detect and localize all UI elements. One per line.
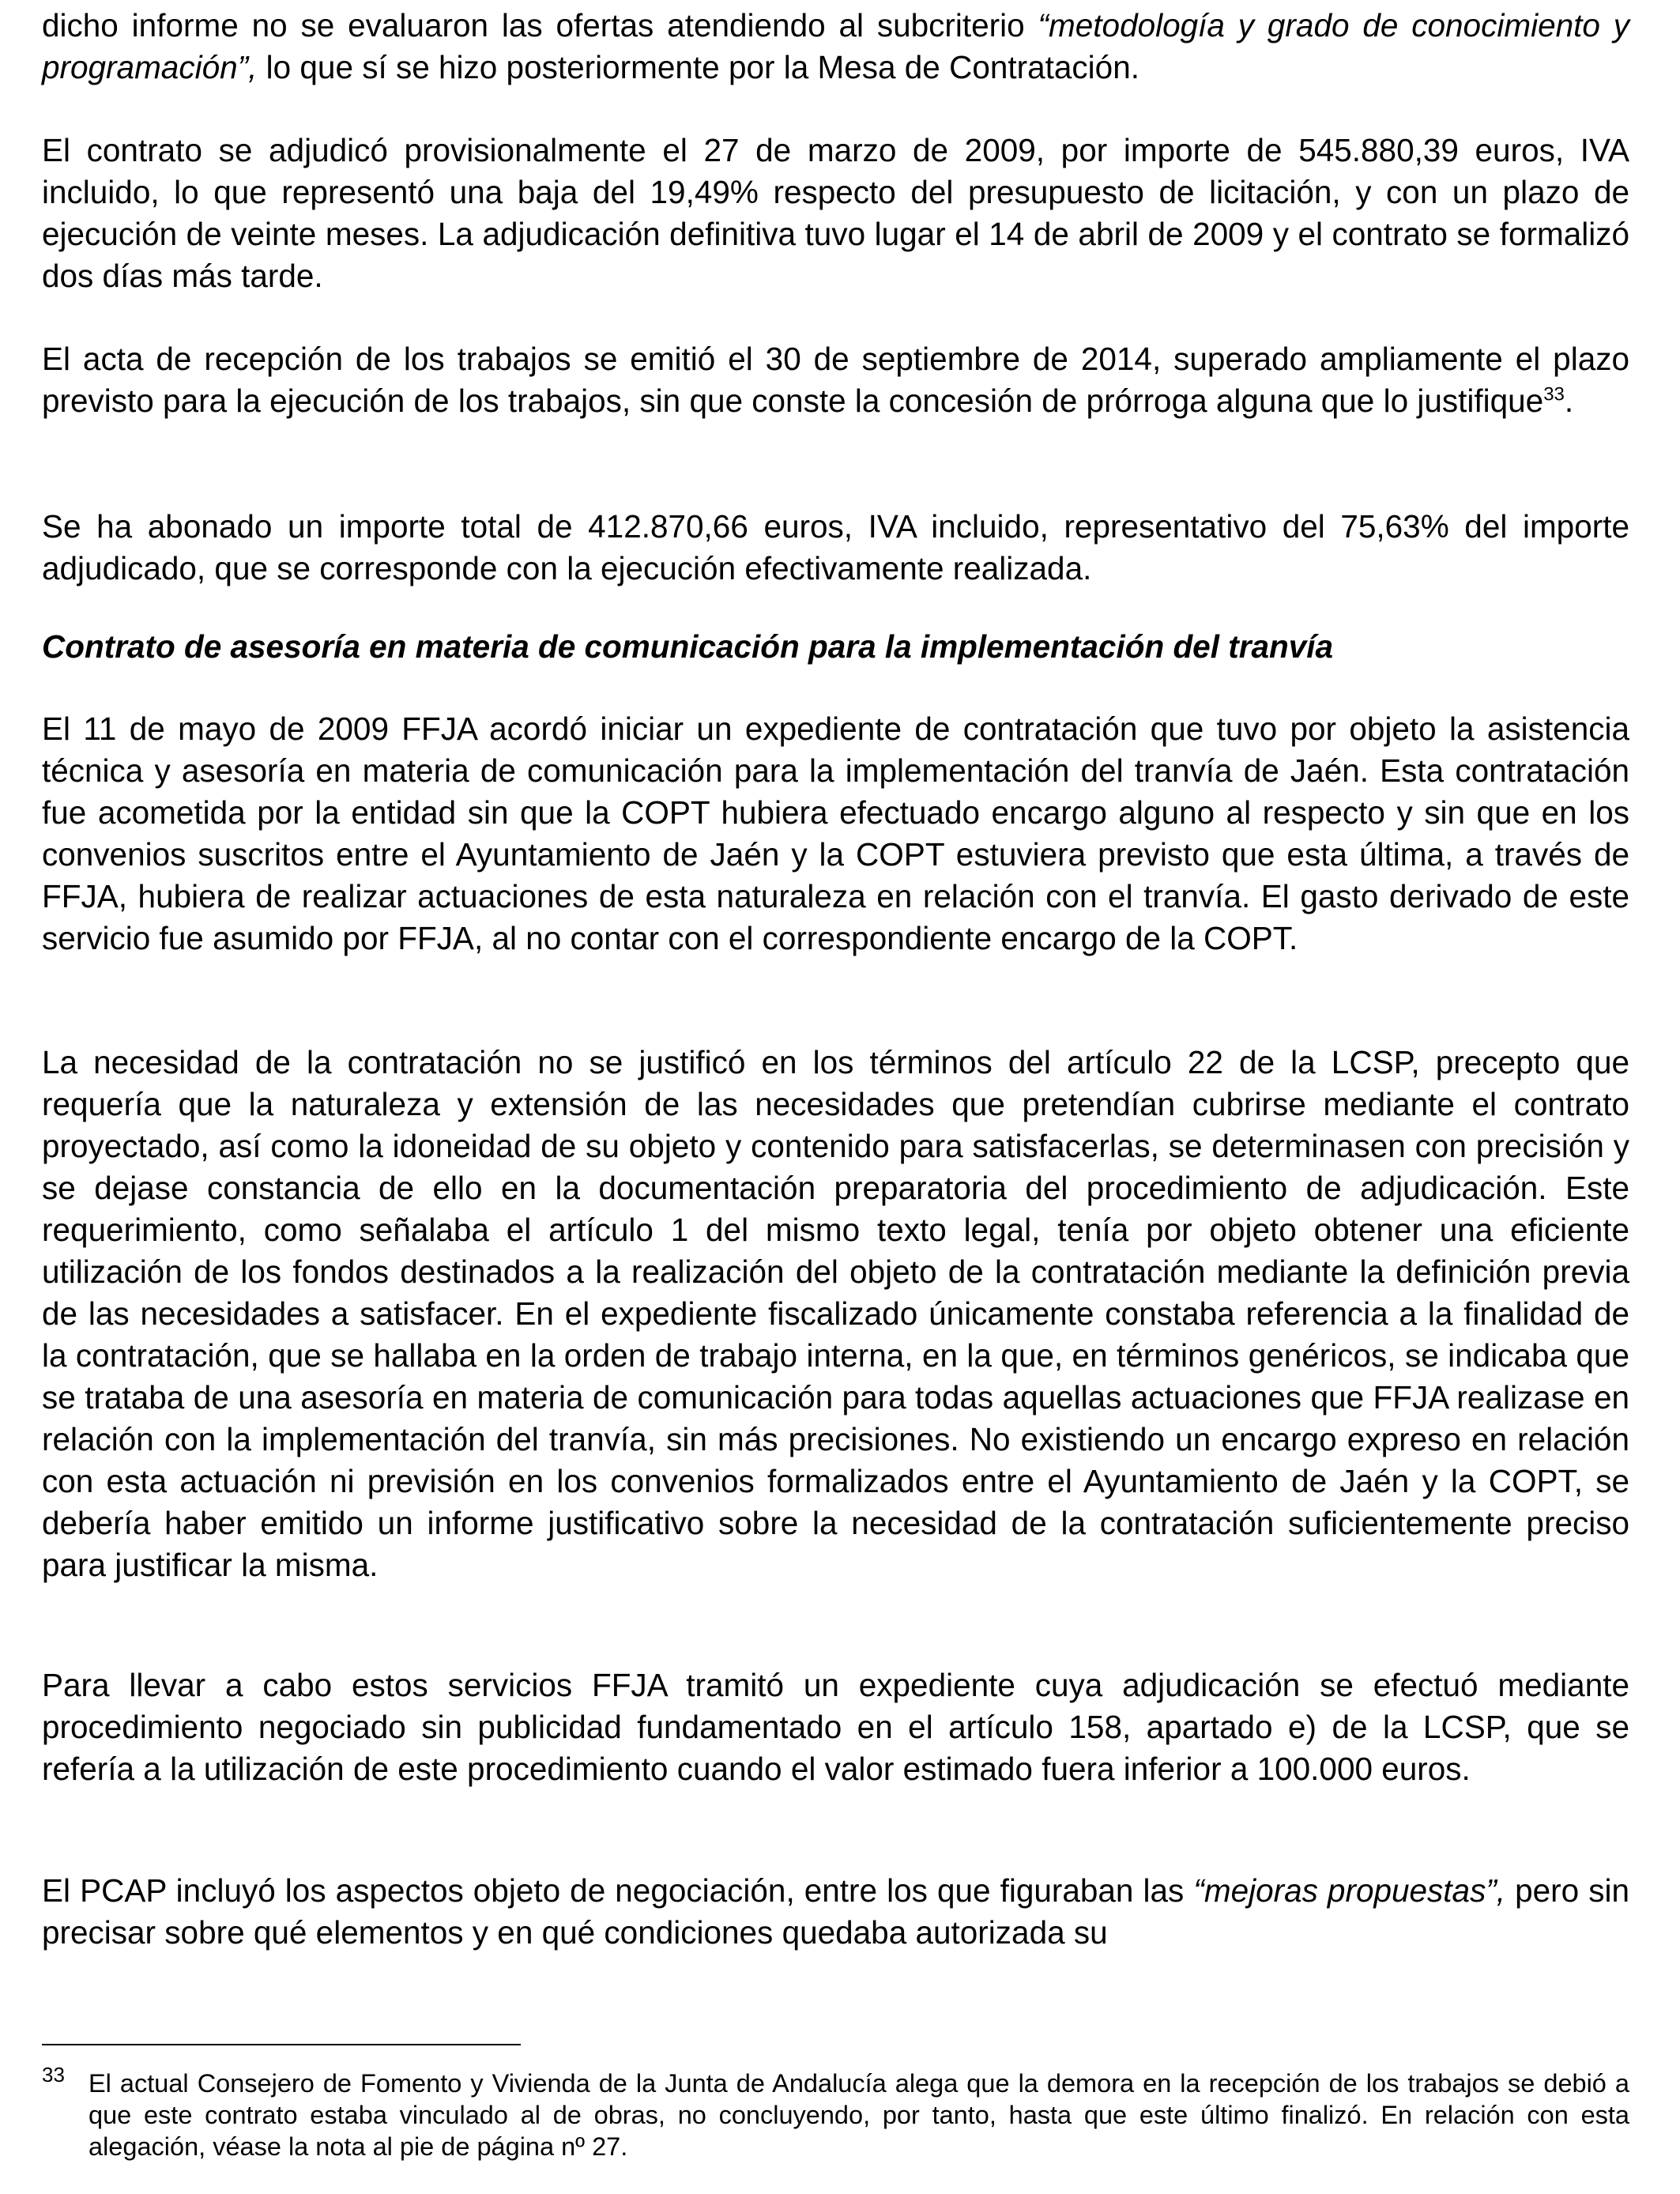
paragraph-6: La necesidad de la contratación no se justificó en los términos del artículo 22 de la LCSP, precepto que requería que la naturaleza y extensión de las necesidades que pretendían cubrirse mediante el contrato proyectado, así como la idoneidad de su objeto y contenido para satisfacerlas, se determinasen con precisión y se dejase constancia de ello en la documentación preparatoria del procedimiento de adjudicación. Este requerimiento, como señalaba el artículo 1 del mismo texto legal, tenía por objeto obtener una eficiente utilización de los fondos destinados a la realización del objeto de la contratación mediante la definición previa de las necesidades a satisfacer. En el expediente fiscalizado únicamente constaba referencia a la finalidad de la contratación, que se hallaba en la orden de trabajo interna, en la que, en términos genéricos, se indicaba que se trataba de una asesoría en materia de comunicación para todas aquellas actuaciones que FFJA realizase en relación con la implementación del tranvía, sin más precisiones. No existiendo un encargo expreso en relación con esta actuación ni previsión en los convenios formalizados entre el Ayuntamiento de Jaén y la COPT, se debería haber emitido un informe justificativo sobre la necesidad de la contratación suficientemente preciso para justificar la misma. <box>42 1044 1629 1583</box>
paragraph-5: El 11 de mayo de 2009 FFJA acordó iniciar un expediente de contratación que tuvo por objeto la asistencia técnica y asesoría en materia de comunicación para la implementación del tranvía de Jaén. Esta contratación fue acometida por la entidad sin que la COPT hubiera efectuado encargo alguno al respecto y sin que en los convenios suscritos entre el Ayuntamiento de Jaén y la COPT estuviera previsto que esta última, a través de FFJA, hubiera de realizar actuaciones de esta naturaleza en relación con el tranvía. El gasto derivado de este servicio fue asumido por FFJA, al no contar con el correspondiente encargo de la COPT. <box>42 711 1629 956</box>
paragraph-3-text: El acta de recepción de los trabajos se emitió el 30 de septiembre de 2014, superado ampliamente el plazo previsto para la ejecución de los trabajos, sin que conste la concesión de prórroga alguna que lo justifique <box>42 341 1629 419</box>
footnote-text: El actual Consejero de Fomento y Vivienda de la Junta de Andalucía alega que la demora en la recepción de los trabajos se debió a que este contrato estaba vinculado al de obras, no concluyendo, por tanto, hasta que este último finalizó. En relación con esta alegación, véase la nota al pie de página nº 27. <box>89 2069 1629 2161</box>
paragraph-7: Para llevar a cabo estos servicios FFJA tramitó un expediente cuya adjudicación se efectuó mediante procedimiento negociado sin publicidad fundamentado en el artículo 158, apartado e) de la LCSP, que se refería a la utilización de este procedimiento cuando el valor estimado fuera inferior a 100.000 euros. <box>42 1667 1629 1787</box>
paragraph-3 <box>42 338 1629 422</box>
paragraph-8 <box>42 1870 1629 1954</box>
paragraph-8-text-end: pero sin precisar sobre qué elementos y en qué condiciones quedaba autorizada su <box>42 1872 1630 1951</box>
paragraph-1-text-end: lo que sí se hizo posteriormente por la Mesa de Contratación. <box>257 49 1139 85</box>
footnote-separator <box>42 2044 521 2045</box>
paragraph-8-text-start: El PCAP incluyó los aspectos objeto de negociación, entre los que figuraban las <box>42 1872 1194 1909</box>
paragraph-2: El contrato se adjudicó provisionalmente el 27 de marzo de 2009, por importe de 545.880,39 euros, IVA incluido, lo que representó una baja del 19,49% respecto del presupuesto de licitación, y con un plazo de ejecución de veinte meses. La adjudicación definitiva tuvo lugar el 14 de abril de 2009 y el contrato se formalizó dos días más tarde. <box>42 132 1629 294</box>
section-heading: Contrato de asesoría en materia de comunicación para la implementación del tranvía <box>42 628 1334 665</box>
footnote-reference-33[interactable]: 33 <box>1543 383 1565 405</box>
paragraph-3-end: . <box>1564 383 1574 419</box>
paragraph-4: Se ha abonado un importe total de 412.870,66 euros, IVA incluido, representativo del 75,63% del importe adjudicado, que se corresponde con la ejecución efectivamente realizada. <box>42 508 1629 586</box>
footnote-number: 33 <box>42 2063 65 2087</box>
paragraph-8-quote: “mejoras propuestas”, <box>1193 1872 1506 1909</box>
paragraph-1 <box>42 5 1629 89</box>
paragraph-1-text-start: dicho informe no se evaluaron las ofertas atendiendo al subcriterio <box>42 7 1038 43</box>
paragraph-1-quote: “metodología y grado de conocimiento y programación”, <box>42 7 1630 85</box>
